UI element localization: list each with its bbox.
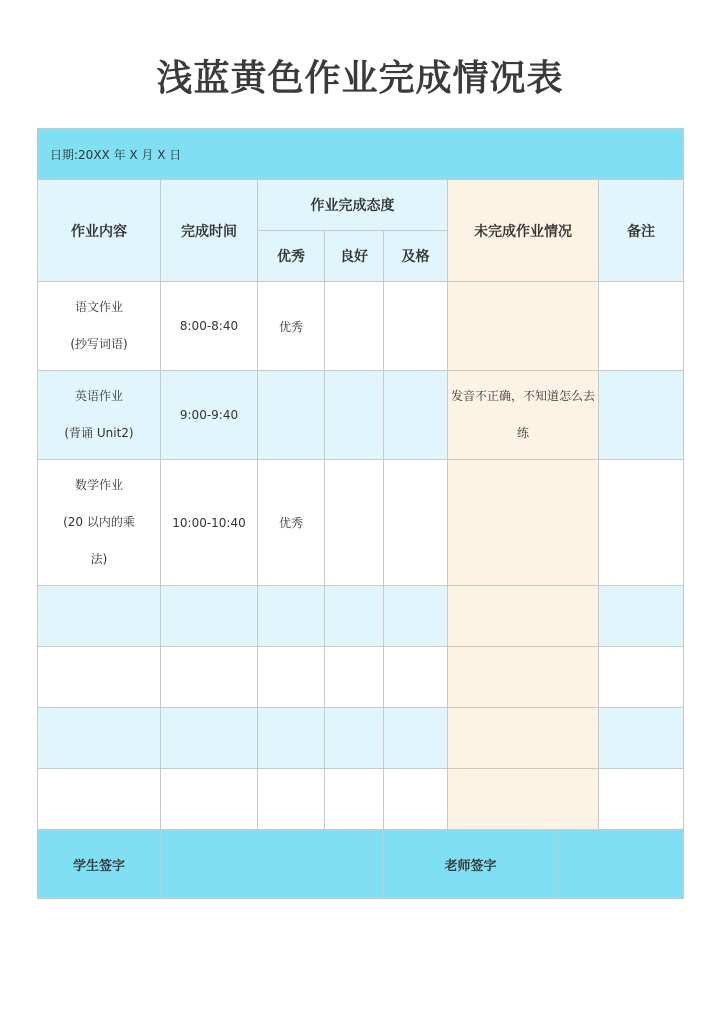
empty-cell [161, 586, 258, 647]
table-row [38, 282, 684, 371]
empty-cell [448, 586, 599, 647]
empty-cell [258, 647, 325, 708]
row-excellent: 优秀 [258, 460, 325, 586]
empty-cell [38, 769, 161, 830]
header-time: 完成时间 [161, 180, 258, 282]
empty-cell [325, 769, 384, 830]
row-notes [599, 460, 684, 586]
row-content-line: 法) [90, 552, 108, 566]
header-content: 作业内容 [38, 180, 161, 282]
header-excellent: 优秀 [258, 231, 325, 282]
empty-cell [325, 708, 384, 769]
header-row-1 [38, 180, 684, 231]
empty-cell [161, 708, 258, 769]
row-pass [384, 282, 448, 371]
row-content-line: (抄写词语) [70, 337, 128, 351]
row-content [38, 371, 161, 460]
table-row [38, 460, 684, 586]
empty-cell [325, 586, 384, 647]
empty-cell [38, 708, 161, 769]
row-content-line: 英语作业 [74, 389, 123, 403]
empty-cell [384, 586, 448, 647]
empty-row [38, 708, 684, 769]
row-excellent: 优秀 [258, 282, 325, 371]
row-excellent [258, 371, 325, 460]
row-time: 10:00-10:40 [161, 460, 258, 586]
row-content-line: (20 以内的乘 [63, 515, 135, 529]
empty-cell [599, 647, 684, 708]
row-content-line: 语文作业 [74, 300, 123, 314]
row-notes [599, 371, 684, 460]
date-row [38, 129, 684, 180]
student-sign-label: 学生签字 [38, 830, 161, 899]
empty-cell [161, 769, 258, 830]
empty-cell [258, 769, 325, 830]
row-content [38, 282, 161, 371]
row-notes [599, 282, 684, 371]
row-content-line: (背诵 Unit2) [64, 426, 134, 440]
row-content [38, 460, 161, 586]
row-incomplete-line: 发音不正确，不知道怎么去 [450, 389, 595, 403]
empty-cell [38, 586, 161, 647]
row-good [325, 371, 384, 460]
row-time: 9:00-9:40 [161, 371, 258, 460]
row-good [325, 282, 384, 371]
signature-row [38, 830, 684, 899]
row-pass [384, 460, 448, 586]
row-pass [384, 371, 448, 460]
empty-cell [38, 647, 161, 708]
header-notes: 备注 [599, 180, 684, 282]
empty-cell [448, 708, 599, 769]
empty-cell [161, 647, 258, 708]
empty-cell [599, 708, 684, 769]
row-content-line: 数学作业 [74, 478, 123, 492]
teacher-sign-field [558, 830, 684, 899]
empty-cell [384, 647, 448, 708]
row-good [325, 460, 384, 586]
homework-table [37, 128, 684, 899]
empty-cell [325, 647, 384, 708]
empty-cell [258, 708, 325, 769]
empty-row [38, 769, 684, 830]
empty-cell [448, 769, 599, 830]
row-incomplete [448, 460, 599, 586]
empty-cell [599, 769, 684, 830]
row-incomplete-line: 练 [516, 426, 529, 440]
empty-cell [258, 586, 325, 647]
empty-cell [599, 586, 684, 647]
row-incomplete [448, 282, 599, 371]
header-good: 良好 [325, 231, 384, 282]
row-time: 8:00-8:40 [161, 282, 258, 371]
empty-cell [448, 647, 599, 708]
page-title: 浅蓝黄色作业完成情况表 [156, 58, 564, 99]
teacher-sign-label: 老师签字 [384, 830, 558, 899]
row-incomplete [448, 371, 599, 460]
empty-cell [384, 769, 448, 830]
empty-row [38, 647, 684, 708]
header-incomplete: 未完成作业情况 [448, 180, 599, 282]
header-attitude: 作业完成态度 [258, 180, 448, 231]
date-label: 日期:20XX 年 X 月 X 日 [38, 129, 684, 180]
empty-row [38, 586, 684, 647]
header-pass: 及格 [384, 231, 448, 282]
empty-cell [384, 708, 448, 769]
table-row [38, 371, 684, 460]
student-sign-field [161, 830, 384, 899]
